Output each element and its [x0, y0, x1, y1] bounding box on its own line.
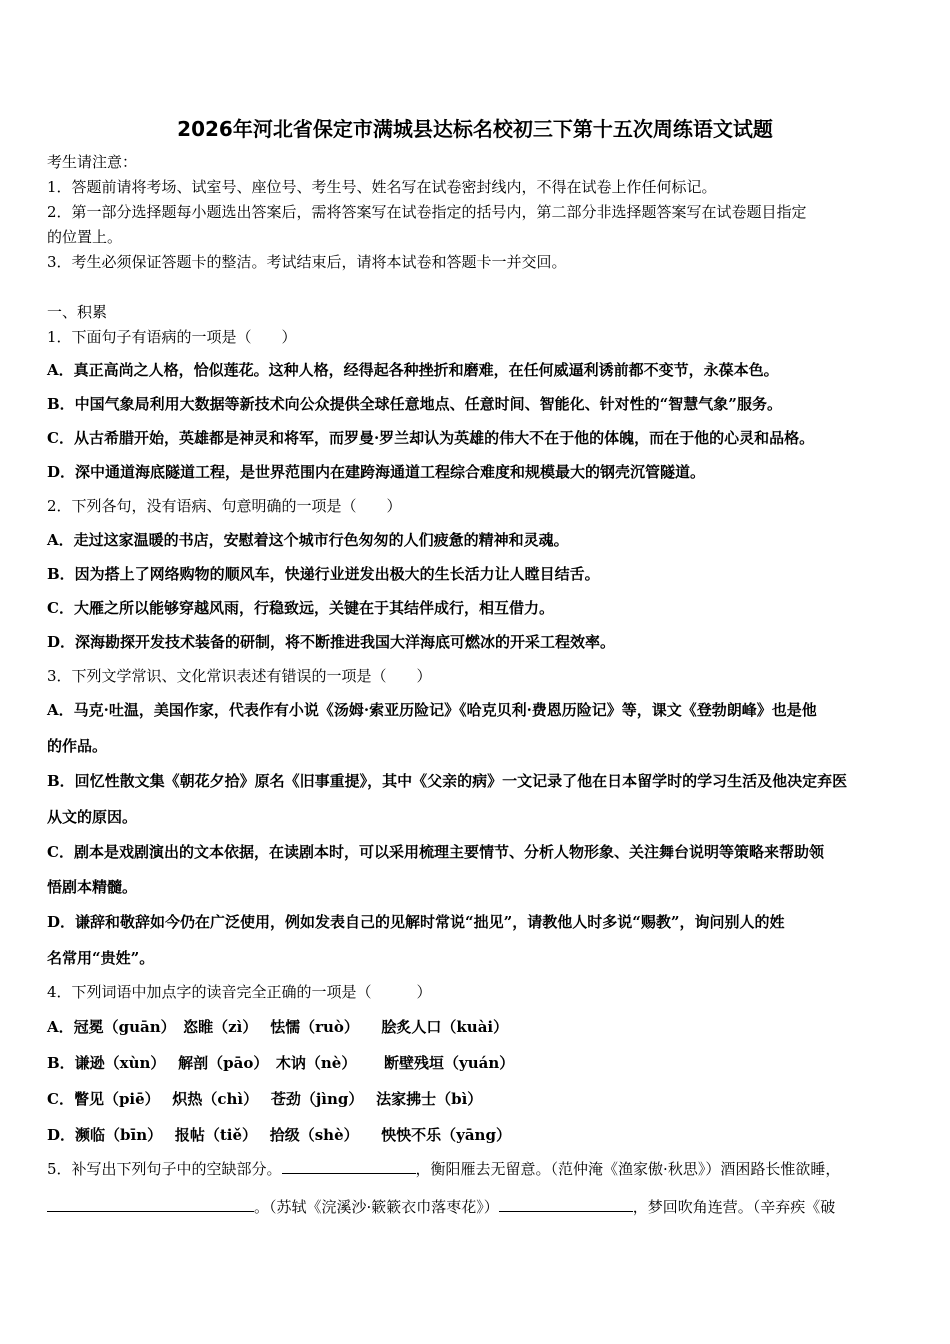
q2-option-d: D．深海勘探开发技术装备的研制，将不断推进我国大洋海底可燃冰的开采工程效率。 — [47, 633, 616, 651]
notice-item-2: 2．第一部分选择题每小题选出答案后，需将答案写在试卷指定的括号内，第二部分非选择题答案写在试卷题目指定 — [47, 203, 807, 221]
page-title: 2026年河北省保定市满城县达标名校初三下第十五次周练语文试题 — [177, 117, 773, 141]
q3-option-a: A．马克·吐温，美国作家，代表作有小说《汤姆·索亚历险记》《哈克贝利·费恩历险记》等，课文《登勃朗峰》也是他 — [47, 701, 817, 719]
notice-item-1: 1．答题前请将考场、试室号、座位号、考生号、姓名写在试卷密封线内，不得在试卷上作任何标记。 — [47, 178, 717, 196]
q1-option-c: C．从古希腊开始，英雄都是神灵和将军，而罗曼·罗兰却认为英雄的伟大不在于他的体魄，而在于他的心灵和品格。 — [47, 429, 815, 447]
notice-heading: 考生请注意： — [47, 153, 138, 171]
notice-item-2-cont: 的位置上。 — [47, 228, 123, 246]
q2-stem: 2．下列各句，没有语病、句意明确的一项是（ ） — [47, 497, 402, 515]
q1-option-d: D．深中通道海底隧道工程，是世界范围内在建跨海通道工程综合难度和规模最大的钢壳沉管隧道。 — [47, 463, 706, 481]
q4-option-a: A．冠冕（guān） 恣睢（zì） 怯懦（ruò） 脍炙人口（kuài） — [47, 1018, 509, 1036]
q3-option-b: B．回忆性散文集《朝花夕拾》原名《旧事重提》，其中《父亲的病》一文记录了他在日本留学时的学习生活及他决定弃医 — [47, 772, 848, 790]
answer-blank[interactable] — [282, 1159, 416, 1174]
q4-option-b: B．谦逊（xùn） 解剖（pāo） 木讷（nè） 断壁残垣（yuán） — [47, 1054, 515, 1072]
q4-option-d: D．濒临（bīn） 报帖（tiě） 拾级（shè） 怏怏不乐（yāng） — [47, 1126, 511, 1144]
q5-text: 。（苏轼《浣溪沙·簌簌衣巾落枣花》） — [254, 1198, 499, 1216]
q1-option-a: A．真正高尚之人格，恰似莲花。这种人格，经得起各种挫折和磨难，在任何威逼利诱前都不变节，永葆本色。 — [47, 361, 779, 379]
q2-option-a: A．走过这家温暖的书店，安慰着这个城市行色匆匆的人们疲惫的精神和灵魂。 — [47, 531, 569, 549]
q3-option-d-cont: 名常用“贵姓”。 — [47, 949, 155, 967]
q3-option-d: D．谦辞和敬辞如今仍在广泛使用，例如发表自己的见解时常说“拙见”，请教他人时多说“赐教”，询问别人的姓 — [47, 913, 785, 931]
q1-stem: 1．下面句子有语病的一项是（ ） — [47, 328, 297, 346]
notice-item-3: 3．考生必须保证答题卡的整洁。考试结束后，请将本试卷和答题卡一并交回。 — [47, 253, 567, 271]
q3-option-c: C．剧本是戏剧演出的文本依据，在读剧本时，可以采用梳理主要情节、分析人物形象、关注舞台说明等策略来帮助领 — [47, 843, 824, 861]
q4-option-c: C．瞥见（piē） 炽热（chì） 苍劲（jìng） 法家拂士（bì） — [47, 1090, 483, 1108]
q1-option-b: B．中国气象局利用大数据等新技术向公众提供全球任意地点、任意时间、智能化、针对性的“智慧气象”服务。 — [47, 395, 782, 413]
q5-stem: 5．补写出下列句子中的空缺部分。 — [47, 1160, 282, 1178]
q5-line-1 — [47, 1159, 840, 1179]
q5-line-2 — [47, 1197, 835, 1217]
q3-option-b-cont: 从文的原因。 — [47, 808, 138, 826]
q3-option-c-cont: 悟剧本精髓。 — [47, 878, 138, 896]
answer-blank[interactable] — [47, 1197, 254, 1212]
answer-blank[interactable] — [499, 1197, 633, 1212]
section-heading: 一、积累 — [47, 303, 108, 321]
q2-option-c: C．大雁之所以能够穿越风雨，行稳致远，关键在于其结伴成行，相互借力。 — [47, 599, 554, 617]
q2-option-b: B．因为搭上了网络购物的顺风车，快递行业迸发出极大的生长活力让人瞠目结舌。 — [47, 565, 600, 583]
q3-option-a-cont: 的作品。 — [47, 737, 108, 755]
q4-stem: 4．下列词语中加点字的读音完全正确的一项是（ ） — [47, 983, 432, 1001]
q5-text: ，衡阳雁去无留意。（范仲淹《渔家傲·秋思》）酒困路长惟欲睡， — [415, 1160, 841, 1178]
q3-stem: 3．下列文学常识、文化常识表述有错误的一项是（ ） — [47, 667, 432, 685]
q5-text: ，梦回吹角连营。（辛弃疾《破 — [632, 1198, 836, 1216]
